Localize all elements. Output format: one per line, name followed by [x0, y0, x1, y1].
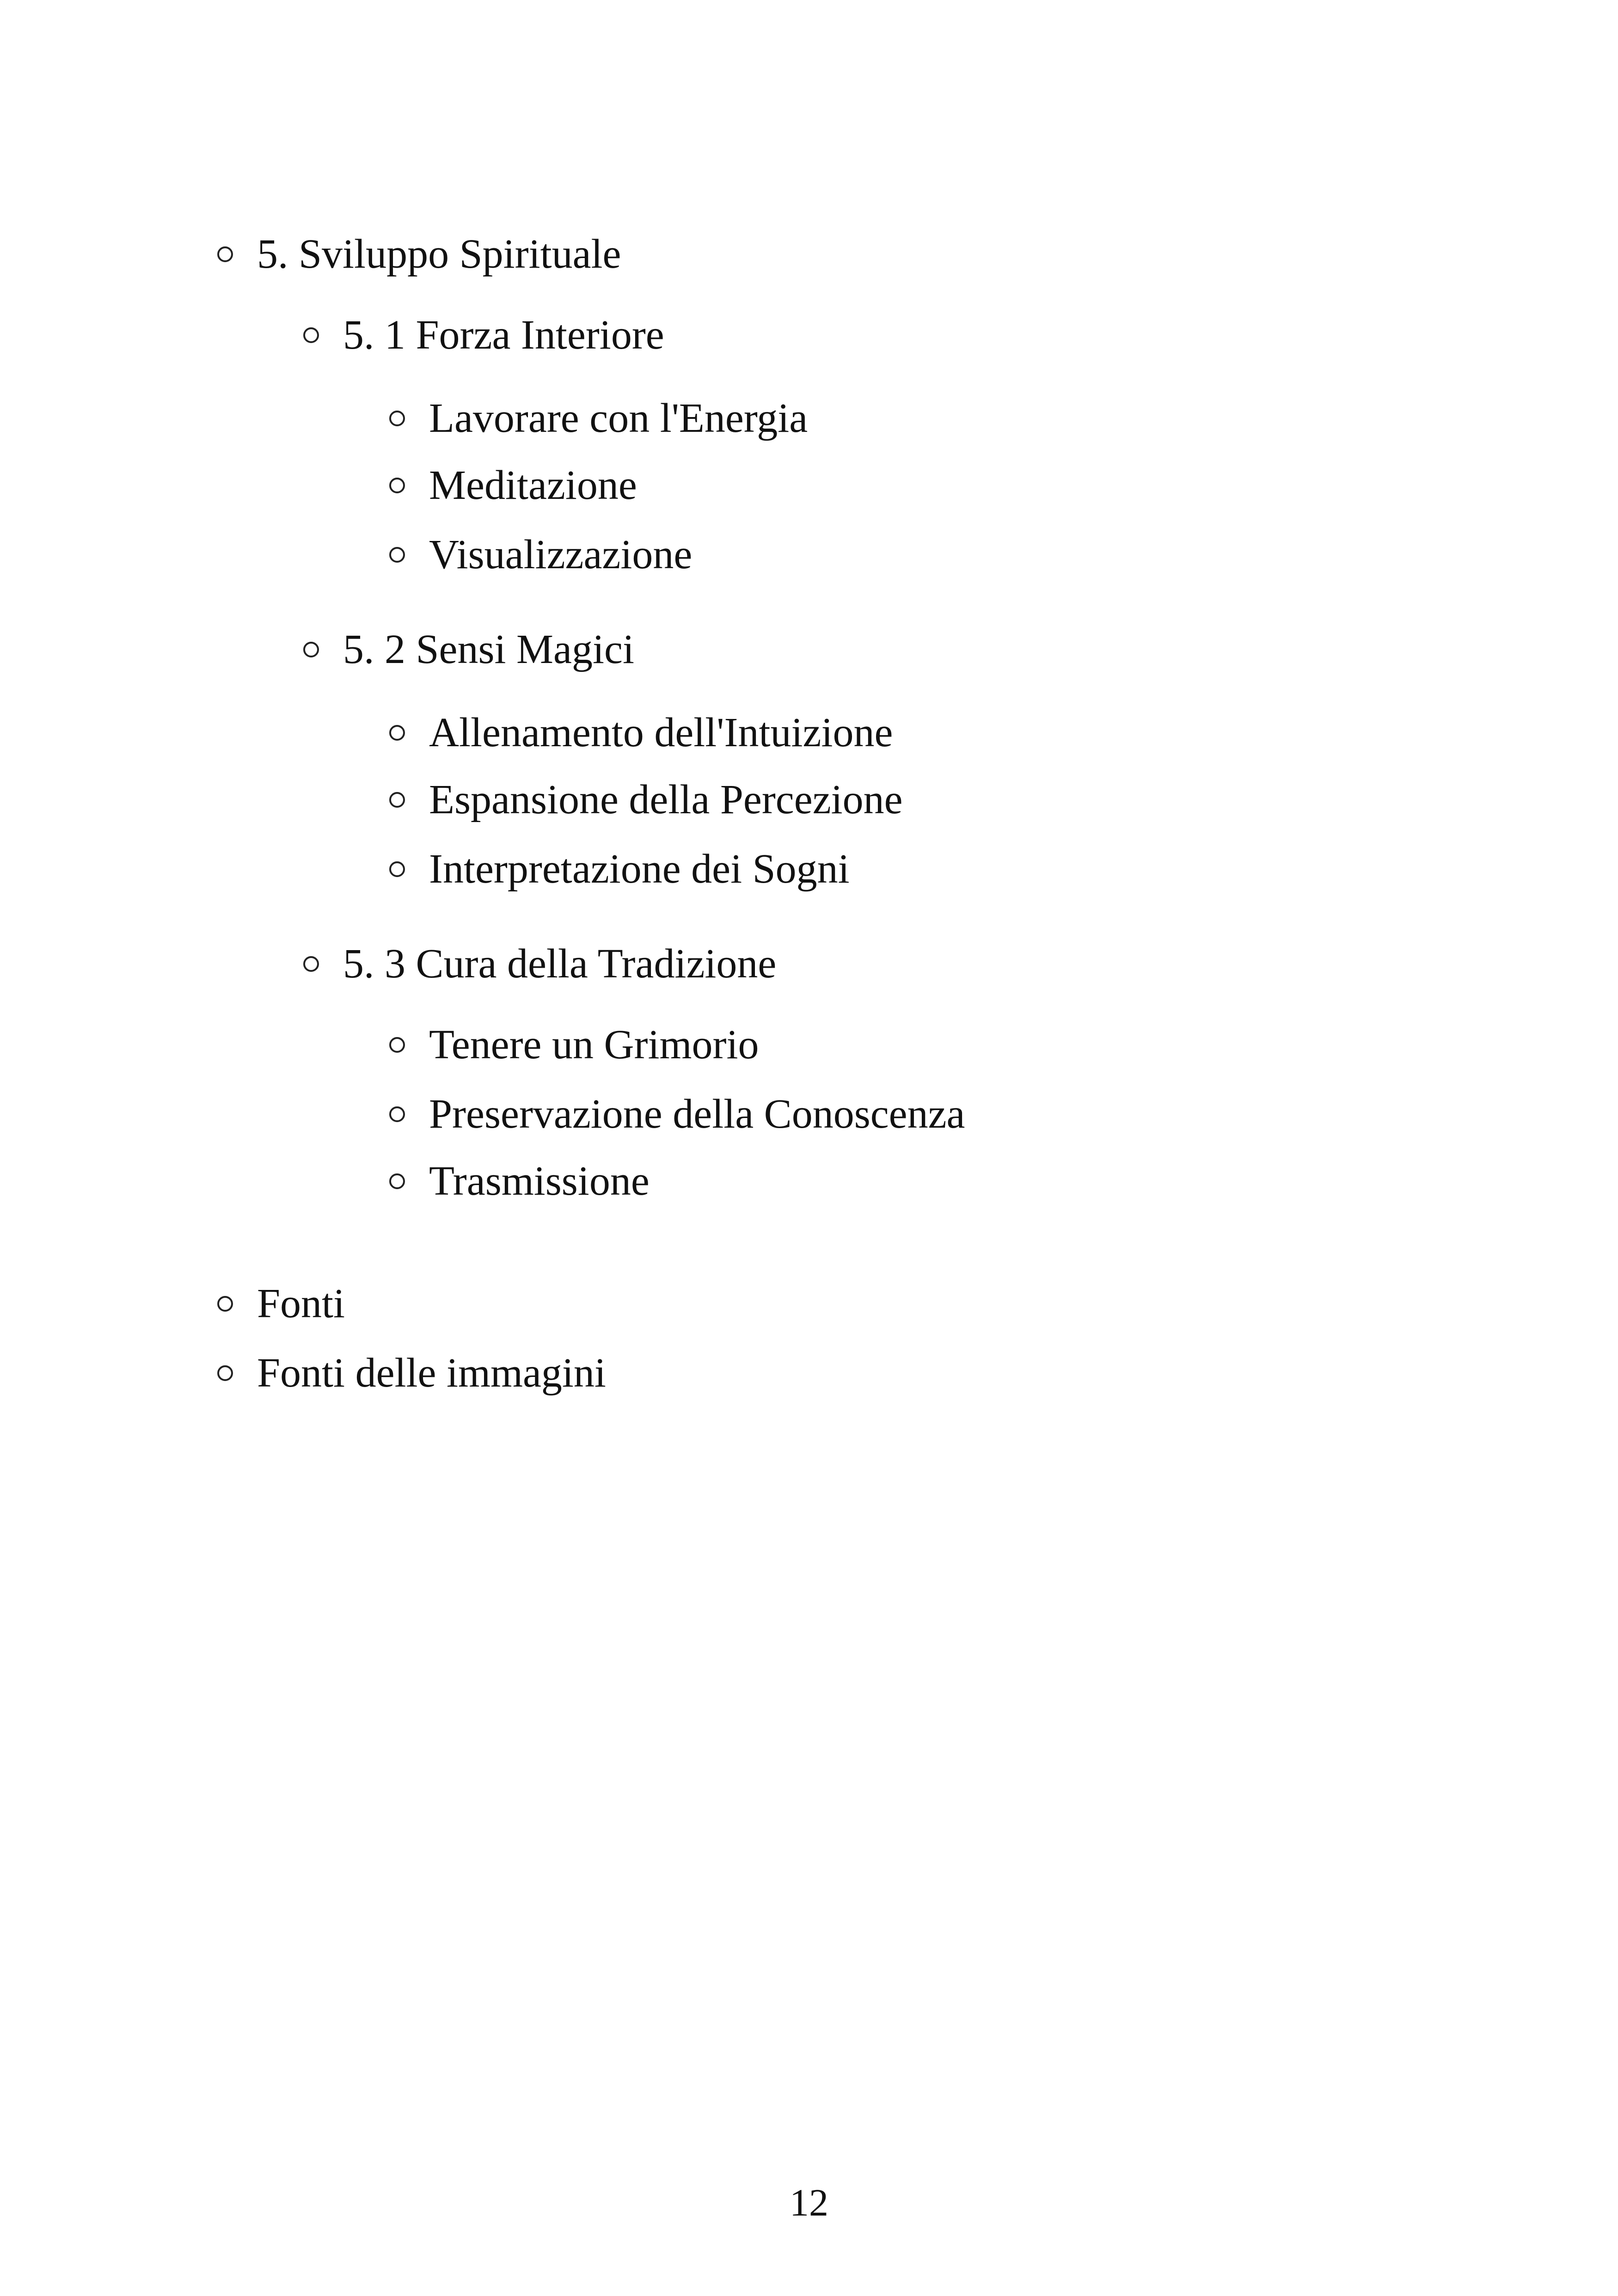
outline-item-label: Preservazione della Conoscenza [429, 1091, 965, 1137]
outline-item-label: Visualizzazione [429, 532, 693, 577]
outline-item [389, 841, 850, 897]
outline-item [389, 391, 808, 446]
hollow-circle-bullet-icon [389, 1106, 405, 1122]
outline-item-label: Fonti delle immagini [257, 1350, 606, 1396]
hollow-circle-bullet-icon [389, 861, 405, 877]
outline-item-label: Tenere un Grimorio [429, 1022, 759, 1068]
hollow-circle-bullet-icon [389, 411, 405, 426]
hollow-circle-bullet-icon [303, 327, 319, 343]
outline-item [389, 1017, 759, 1073]
hollow-circle-bullet-icon [303, 642, 319, 657]
hollow-circle-bullet-icon [389, 478, 405, 493]
hollow-circle-bullet-icon [217, 1296, 233, 1312]
outline-item-section-5-3 [303, 936, 776, 992]
outline-item-label: 5. 1 Forza Interiore [343, 312, 664, 358]
hollow-circle-bullet-icon [389, 1173, 405, 1189]
outline-item-label: 5. 3 Cura della Tradizione [343, 941, 777, 987]
outline-item-label: Espansione della Percezione [429, 777, 903, 823]
outline-item-label: 5. 2 Sensi Magici [343, 626, 634, 672]
hollow-circle-bullet-icon [389, 547, 405, 563]
outline-item-section-5-2 [303, 622, 634, 677]
outline-item-fonti-immagini [217, 1345, 606, 1401]
outline-item [389, 705, 893, 761]
outline-item-label: Meditazione [429, 462, 637, 508]
outline-item-label: 5. Sviluppo Spirituale [257, 231, 621, 277]
outline-item [389, 527, 692, 583]
hollow-circle-bullet-icon [389, 725, 405, 741]
outline-item [389, 1087, 965, 1142]
outline-item-section-5 [217, 227, 621, 282]
outline-item [389, 772, 903, 828]
hollow-circle-bullet-icon [389, 792, 405, 808]
outline-item [389, 1154, 650, 1209]
outline-item-label: Fonti [257, 1281, 345, 1326]
hollow-circle-bullet-icon [303, 956, 319, 972]
page-number: 12 [790, 2181, 828, 2224]
outline-item-section-5-1 [303, 307, 664, 363]
outline-item [389, 458, 637, 513]
outline-item-label: Interpretazione dei Sogni [429, 846, 850, 892]
outline-item-label: Allenamento dell'Intuizione [429, 710, 893, 755]
hollow-circle-bullet-icon [389, 1037, 405, 1053]
hollow-circle-bullet-icon [217, 246, 233, 262]
outline-item-fonti [217, 1276, 345, 1332]
hollow-circle-bullet-icon [217, 1365, 233, 1381]
outline-item-label: Trasmissione [429, 1158, 650, 1204]
outline-item-label: Lavorare con l'Energia [429, 395, 808, 441]
